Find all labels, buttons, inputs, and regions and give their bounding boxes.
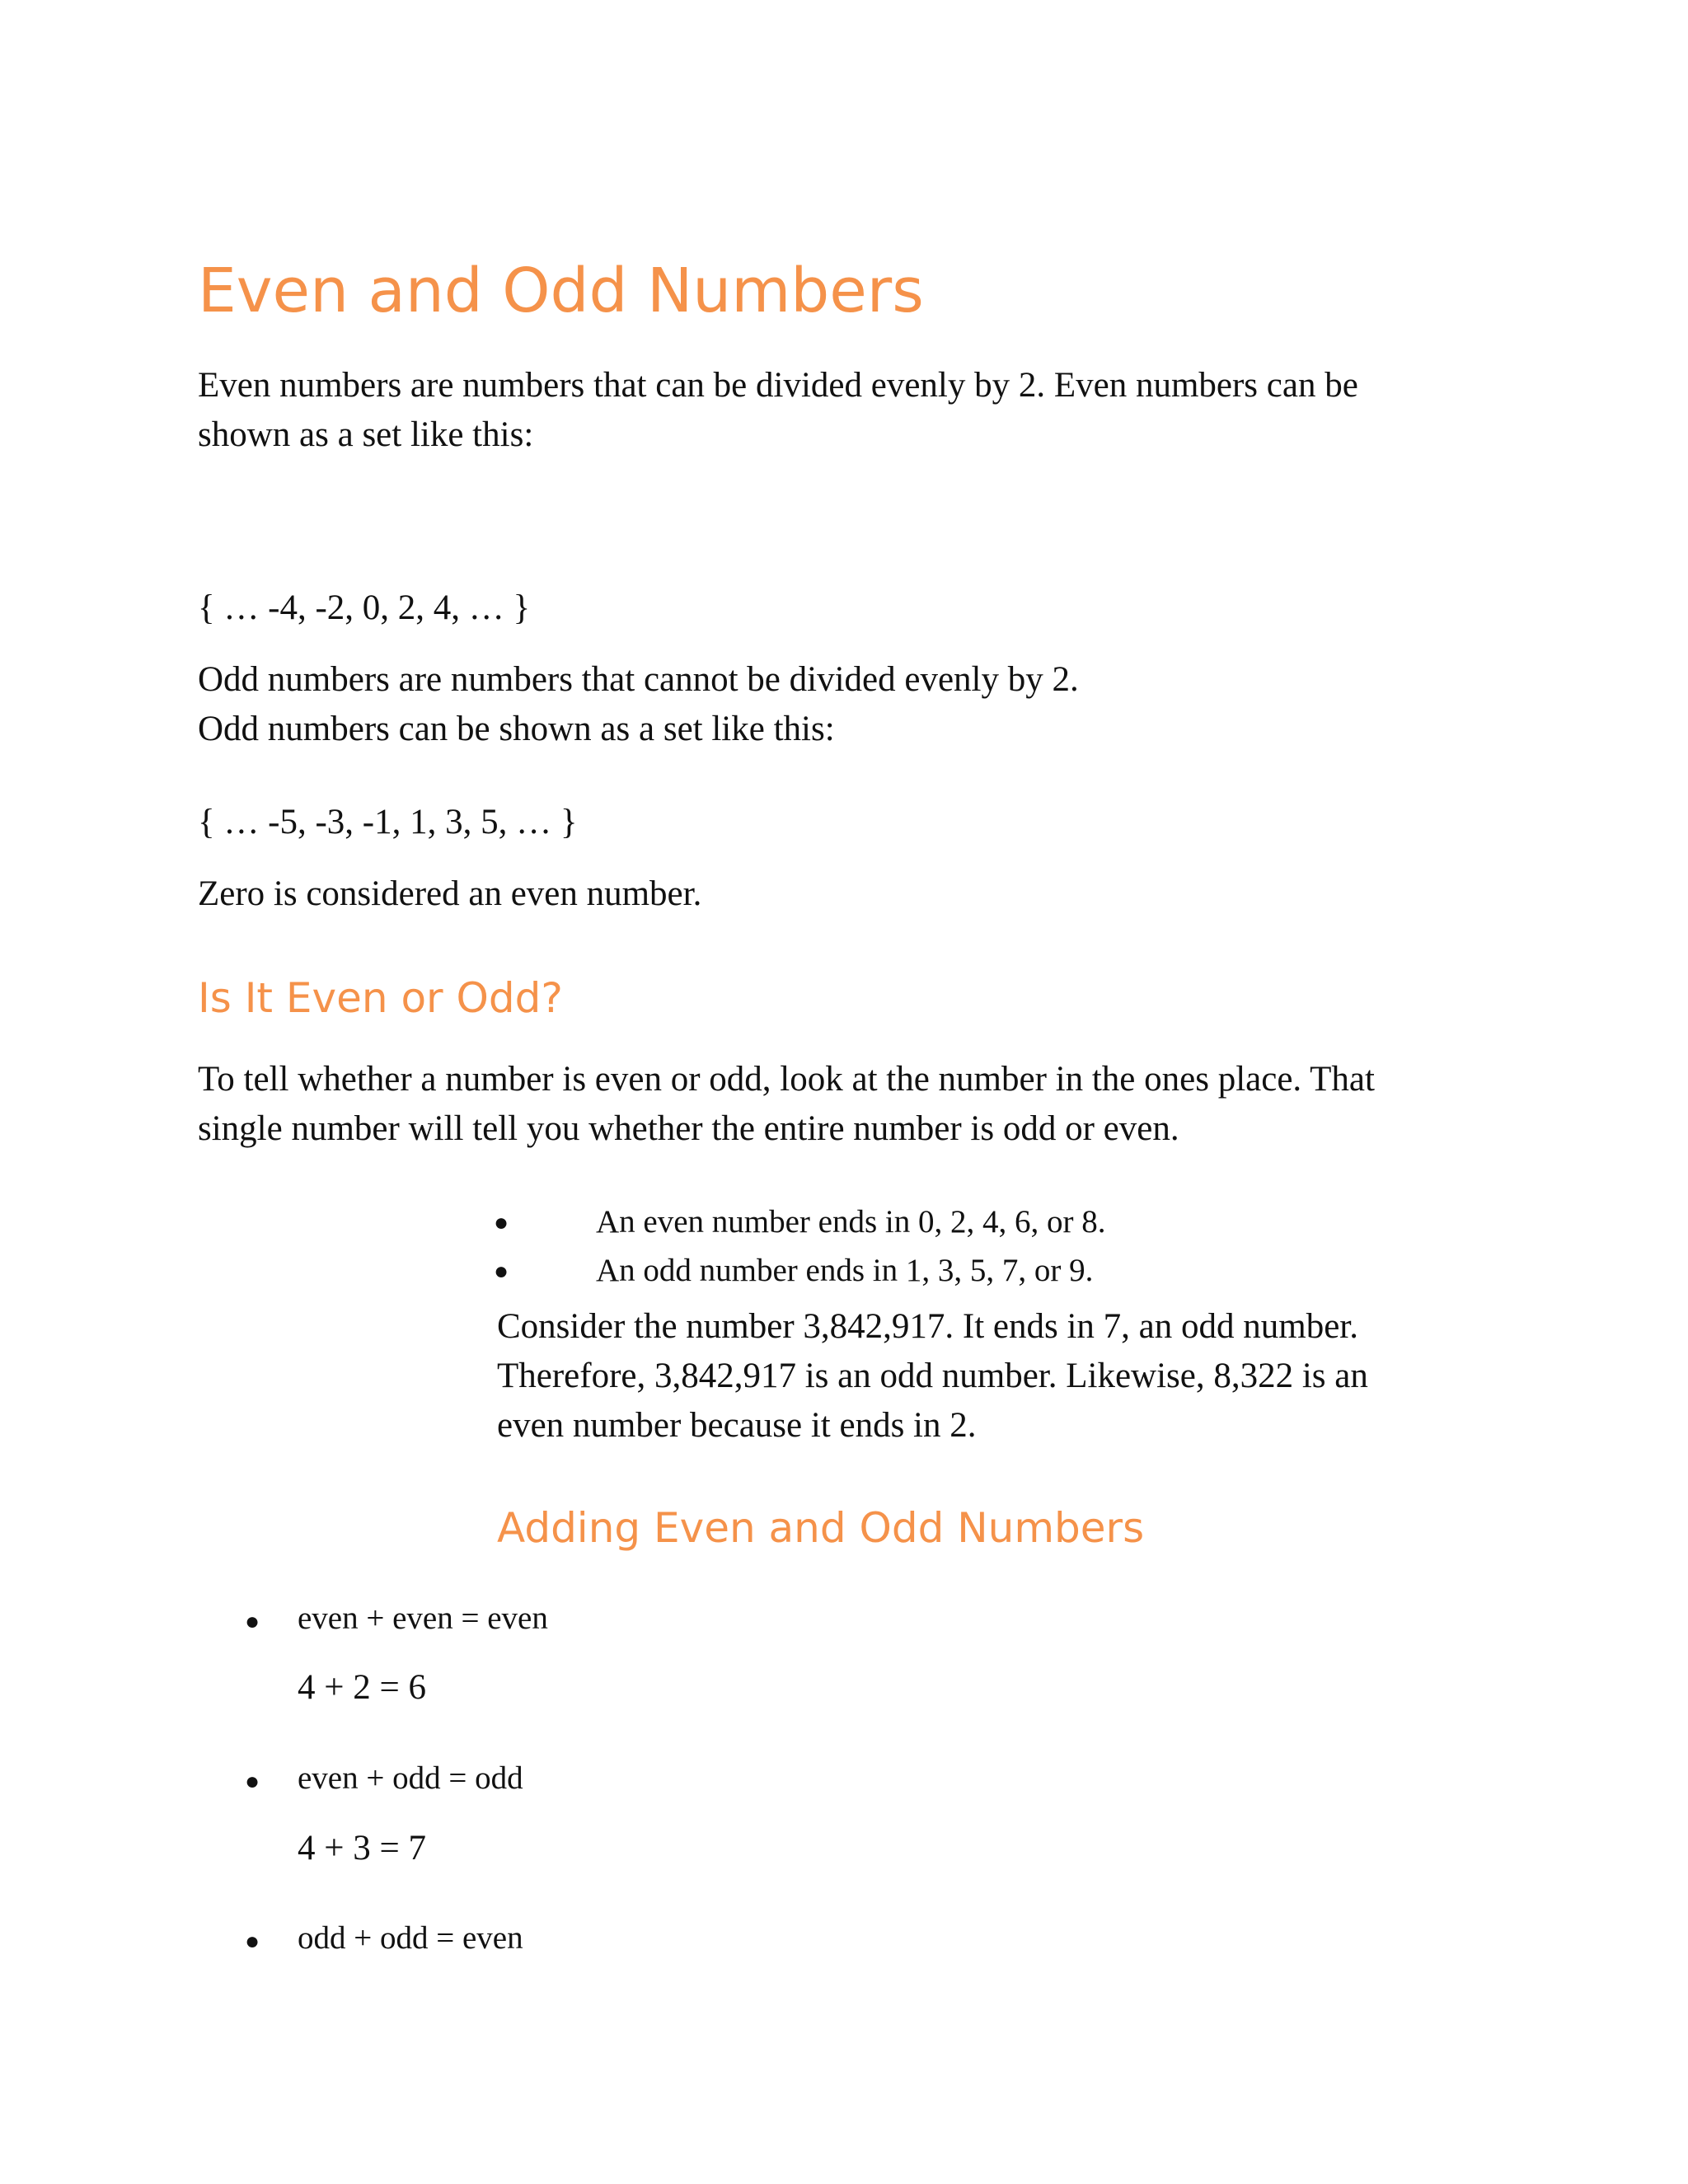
example-line-1: Consider the number 3,842,917. It ends in 7, an odd number. (497, 1307, 1358, 1346)
odd-set: { … -5, -3, -1, 1, 3, 5, … } (198, 803, 578, 841)
page-title: Even and Odd Numbers (198, 255, 924, 326)
bullet-icon: ● (245, 1928, 260, 1955)
example-line-2: Therefore, 3,842,917 is an odd number. Likewise, 8,322 is an (497, 1357, 1368, 1395)
rule-text: odd + odd = even (298, 1920, 523, 1956)
zero-note: Zero is considered an even number. (198, 874, 702, 913)
intro-line-2: shown as a set like this: (198, 415, 534, 454)
rule-example: 4 + 3 = 7 (298, 1829, 427, 1868)
odd-definition-line-2: Odd numbers can be shown as a set like this: (198, 710, 835, 748)
bullet-icon: ● (494, 1258, 509, 1285)
bullet-icon: ● (494, 1209, 509, 1236)
bullet-icon: ● (245, 1608, 260, 1635)
odd-definition-line-1: Odd numbers are numbers that cannot be divided evenly by 2. (198, 660, 1079, 699)
section-heading-adding-even-and-odd: Adding Even and Odd Numbers (497, 1504, 1145, 1552)
example-line-3: even number because it ends in 2. (497, 1406, 977, 1445)
rule-example: 4 + 2 = 6 (298, 1668, 427, 1707)
bullet-icon: ● (245, 1768, 260, 1795)
section1-paragraph-line-2: single number will tell you whether the entire number is odd or even. (198, 1109, 1179, 1148)
even-set: { … -4, -2, 0, 2, 4, … } (198, 588, 531, 627)
rule-text: even + odd = odd (298, 1760, 523, 1796)
intro-line-1: Even numbers are numbers that can be divided evenly by 2. Even numbers can be (198, 366, 1358, 405)
section-heading-is-it-even-or-odd: Is It Even or Odd? (198, 974, 563, 1022)
list-item-text: An even number ends in 0, 2, 4, 6, or 8. (596, 1204, 1106, 1240)
section1-paragraph-line-1: To tell whether a number is even or odd, look at the number in the ones place. That (198, 1060, 1375, 1099)
list-item-text: An odd number ends in 1, 3, 5, 7, or 9. (596, 1253, 1094, 1288)
rule-text: even + even = even (298, 1601, 548, 1636)
